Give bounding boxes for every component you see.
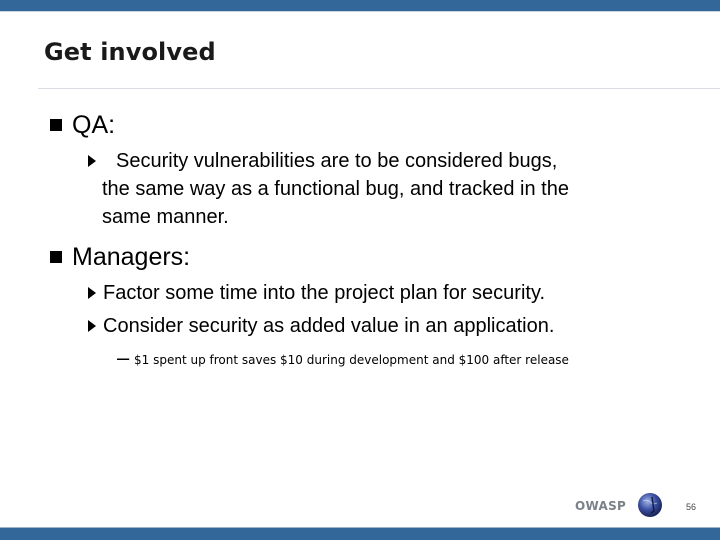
bullet-text: Consider security as added value in an application. [103,315,555,337]
bullet-line: same manner. [102,206,229,228]
slide-title: Get involved [44,38,216,66]
top-divider [0,11,720,12]
section-heading: QA: [72,111,116,139]
top-accent-bar [0,0,720,11]
triangle-bullet-icon [88,320,96,332]
bottom-accent-bar [0,528,720,540]
triangle-bullet-icon [88,287,96,299]
bullet-line: Security vulnerabilities are to be considered bugs, [116,150,558,172]
bullet-line: the same way as a functional bug, and tracked in the [102,178,569,200]
section-heading: Managers: [72,243,191,271]
triangle-bullet-icon [88,155,96,167]
globe-logo-icon [637,492,663,518]
square-bullet-icon [50,119,62,131]
dash-bullet-icon: – [117,345,130,370]
sub-bullet-text: $1 spent up front saves $10 during development and $100 after release [134,353,569,367]
title-underline [38,88,720,89]
page-number: 56 [686,502,697,512]
owasp-logo-text: OWASP [575,499,627,513]
bullet-text: Factor some time into the project plan for security. [103,282,546,304]
square-bullet-icon [50,251,62,263]
